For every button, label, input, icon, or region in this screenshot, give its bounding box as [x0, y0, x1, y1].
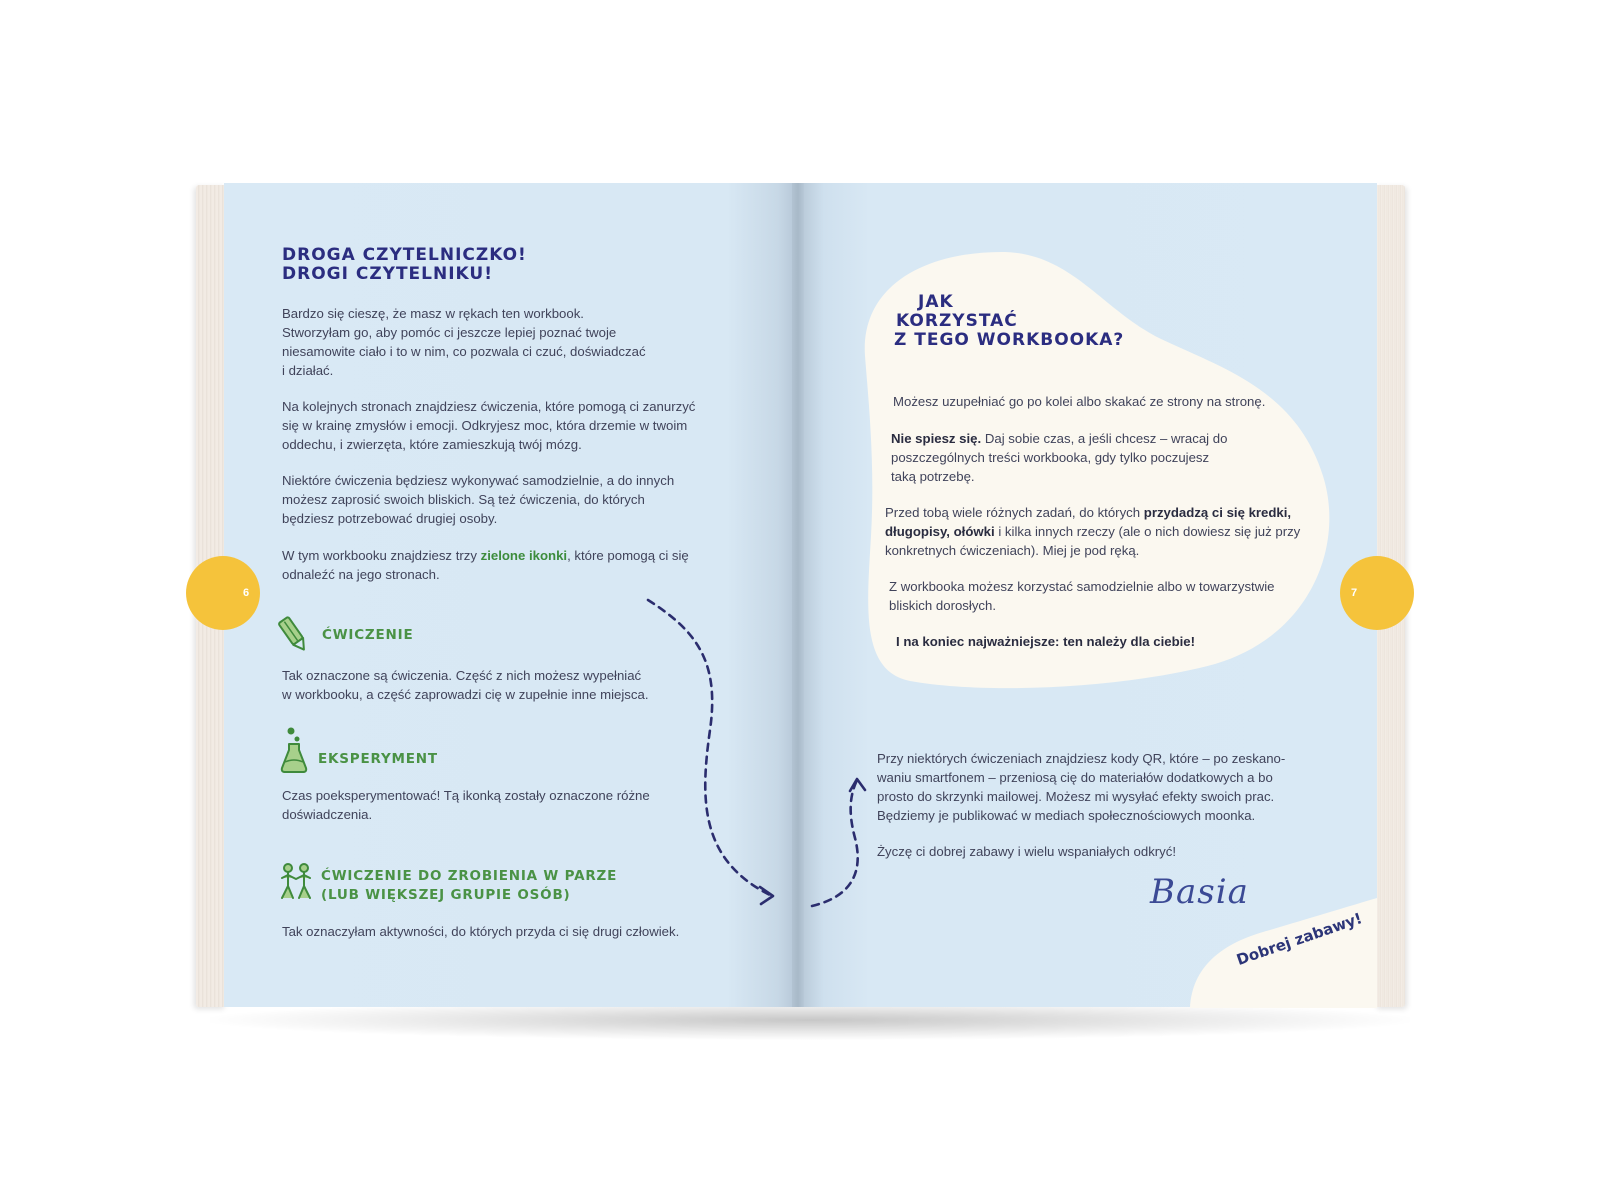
right-title-line-3: Z TEGO WORKBOOKA? [894, 330, 1125, 350]
right-paragraph-3 [885, 503, 1345, 560]
right-title-line-2: KORZYSTAĆ [896, 311, 1018, 331]
pair-exercise-icon-description: Tak oznaczyłam aktywności, do których przyda ci się drugi człowiek. [282, 924, 680, 939]
para4-text-before: W tym workbooku znajdziesz trzy [282, 548, 481, 563]
left-title-line-2: DROGI CZYTELNIKU! [282, 264, 493, 284]
supplies-bold-2: długopisy, ołówki [885, 524, 995, 539]
left-page-number-tab [186, 556, 260, 630]
left-page-number: 6 [242, 587, 250, 599]
exercise-icon-label: ĆWICZENIE [322, 627, 414, 643]
pair-exercise-icon-label: ĆWICZENIE DO ZROBIENIA W PARZE (LUB WIĘKSZEJ GRUPIE OSÓB) [321, 868, 618, 903]
right-page-number: 7 [1350, 587, 1358, 599]
dashed-arrow-path [600, 580, 880, 930]
right-paragraph-qr: Przy niektórych ćwiczeniach znajdziesz kody QR, które – po zeskano- waniu smartfonem – przeniosą cię do materiałów dodatkowych a bo prosto do skrzynki mailowej. Możesz mi wysyłać efekty swoich prac. Będziemy je publikować w mediach społecznościowych moonka. [877, 751, 1286, 823]
right-page-title [894, 293, 1124, 350]
left-paragraph-3: Niektóre ćwiczenia będziesz wykonywać samodzielnie, a do innych możesz zaprosić swoich bliskich. Są też ćwiczenia, do których będziesz potrzebować drugiej osoby. [282, 473, 675, 526]
right-paragraph-3-after: i kilka innych rzeczy (ale o nich dowiesz się już przy konkretnych ćwiczeniach). Miej je pod ręką. [885, 524, 1301, 558]
right-paragraph-2 [891, 429, 1331, 486]
flask-icon [280, 726, 308, 774]
right-paragraph-4: Z workbooka możesz korzystać samodzielnie albo w towarzystwie bliskich dorosłych. [889, 579, 1275, 613]
pencil-icon [278, 614, 308, 654]
left-title-line-1: DROGA CZYTELNICZKO! [282, 245, 527, 265]
right-paragraph-2-rest: Daj sobie czas, a jeśli chcesz – wracaj do poszczególnych treści workbooka, gdy tylko poczujesz taką potrzebę. [891, 431, 1228, 484]
right-page-number-tab [1340, 556, 1414, 630]
left-paragraph-1: Bardzo się cieszę, że masz w rękach ten workbook. Stworzyłam go, aby pomóc ci jeszcze lepiej poznać twoje niesamowite ciało i to w nim, co pozwala ci czuć, doświadczać i działać. [282, 306, 646, 378]
two-people-icon [278, 862, 314, 900]
have-fun-note: Dobrej zabawy! [1234, 909, 1365, 969]
para4-text-after: , które pomogą ci się odnaleźć na jego stronach. [282, 548, 689, 582]
dont-hurry-bold: Nie spiesz się. [891, 431, 982, 446]
green-icons-highlight: zielone ikonki [480, 548, 568, 563]
experiment-icon-label: EKSPERYMENT [318, 751, 438, 767]
right-title-line-1: JAK [918, 292, 954, 312]
exercise-icon-description: Tak oznaczone są ćwiczenia. Część z nich możesz wypełniać w workbooku, a część zaprowadzi cię w zupełnie inne miejsca. [282, 668, 649, 702]
left-page-title [282, 246, 527, 284]
right-paragraph-1: Możesz uzupełniać go po kolei albo skakać ze strony na stronę. [893, 394, 1266, 409]
left-paragraph-2: Na kolejnych stronach znajdziesz ćwiczenia, które pomogą ci zanurzyć się w krainę zmysłów i emocji. Odkryjesz moc, która drzemie w twoim oddechu, i zwierzęta, które zamieszkują twój mózg. [282, 399, 696, 452]
most-important-bold: I na koniec najważniejsze: ten należy dla ciebie! [896, 634, 1196, 649]
experiment-icon-description: Czas poeksperymentować! Tą ikonką zostały oznaczone różne doświadczenia. [282, 788, 650, 822]
left-paragraph-4 [282, 546, 752, 584]
right-paragraph-5 [896, 632, 1316, 651]
right-paragraph-3-before: Przed tobą wiele różnych zadań, do których [885, 505, 1144, 520]
right-paragraph-wishes: Życzę ci dobrej zabawy i wielu wspaniałych odkryć! [877, 844, 1177, 859]
author-signature: Basia [1150, 872, 1249, 912]
supplies-bold-1: przydadzą ci się kredki, [1143, 505, 1292, 520]
